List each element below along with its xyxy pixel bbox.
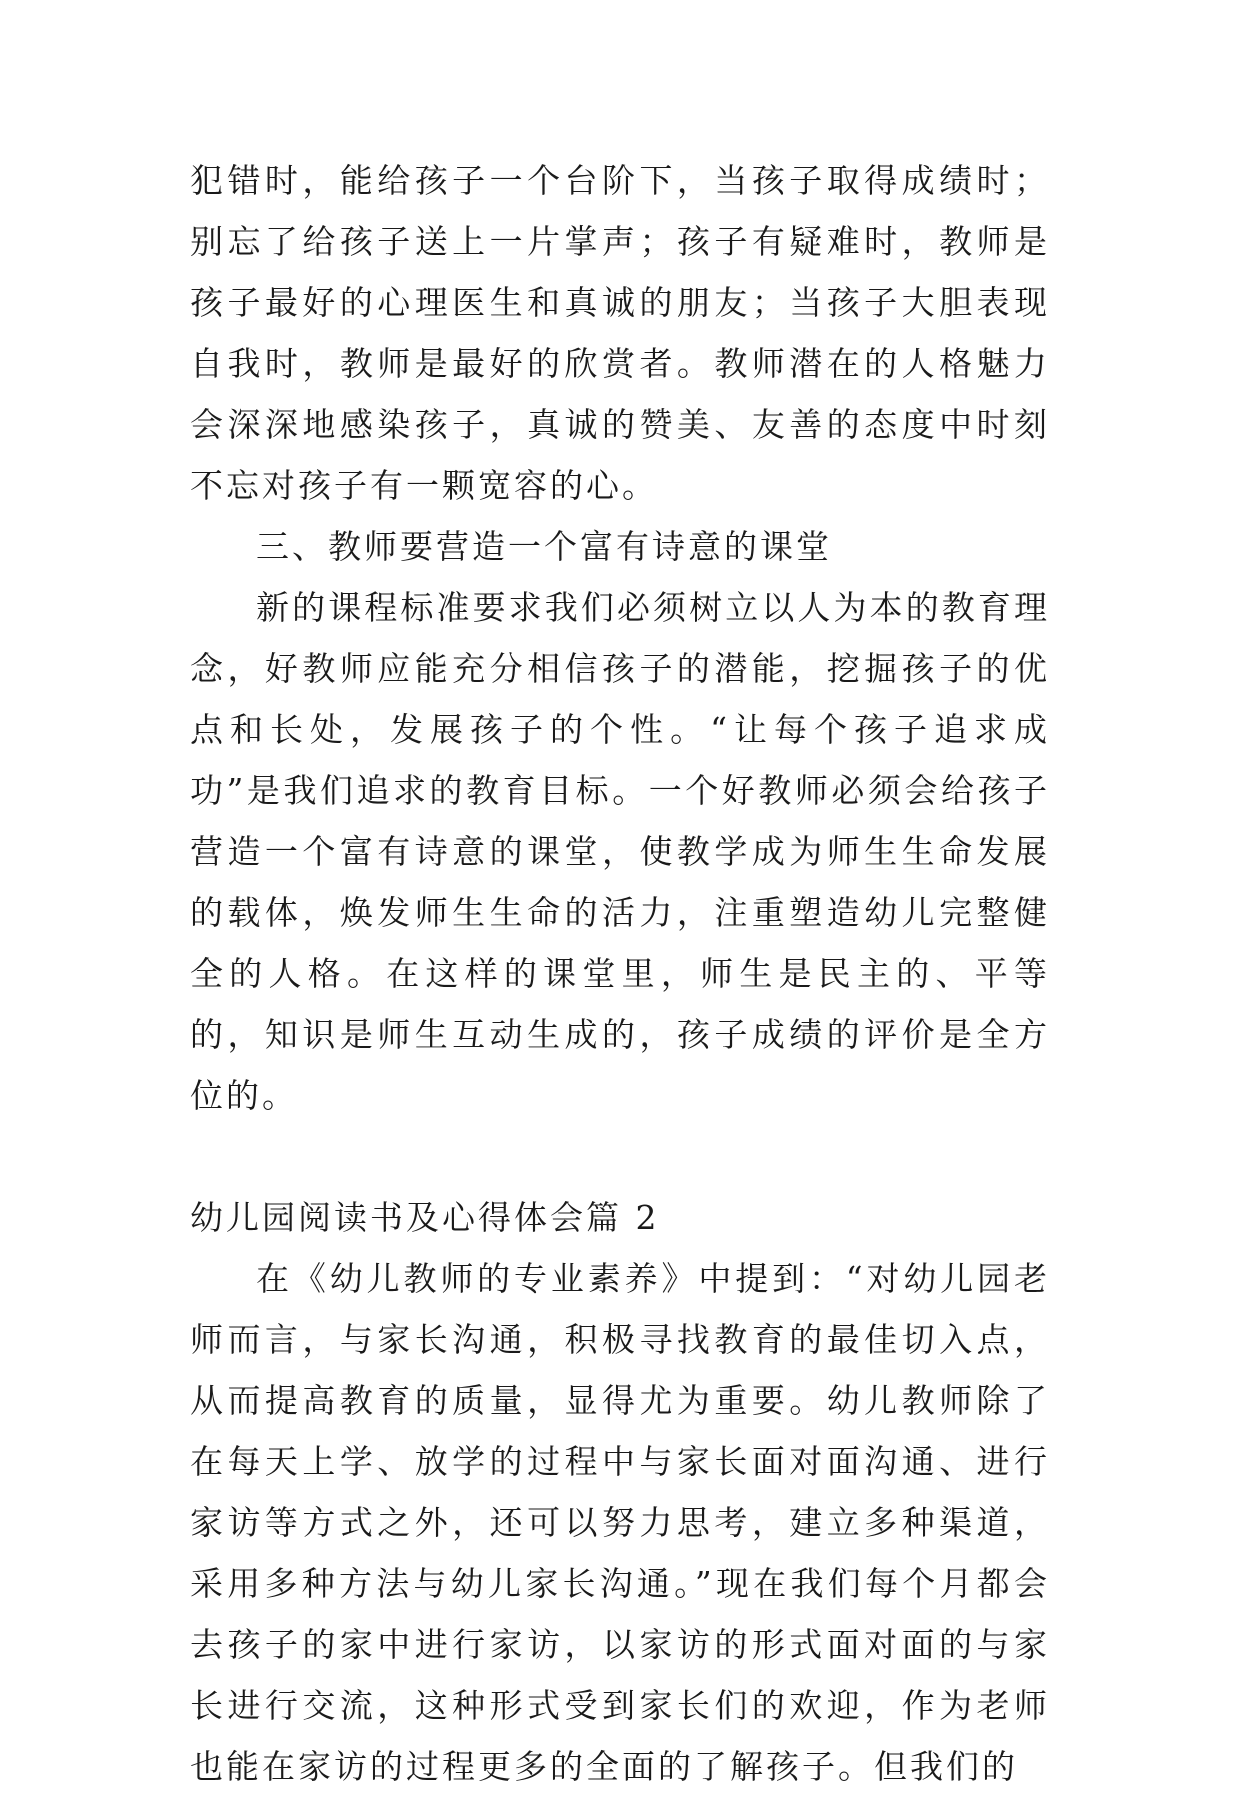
body-paragraph-three: 新的课程标准要求我们必须树立以人为本的教育理念，好教师应能充分相信孩子的潜能，挖掘孩子的优点和长处，发展孩子的个性。“让每个孩子追求成功”是我们追求的教育目标。一个好教师必须会给孩子营造一个富有诗意的课堂，使教学成为师生生命发展的载体，焕发师生生命的活力，注重塑造幼儿完整健全的人格。在这样的课堂里，师生是民主的、平等的，知识是师生互动生成的，孩子成绩的评价是全方位的。 <box>190 588 1050 1115</box>
body-paragraph-continued: 犯错时，能给孩子一个台阶下，当孩子取得成绩时；别忘了给孩子送上一片掌声；孩子有疑难时，教师是孩子最好的心理医生和真诚的朋友；当孩子大胆表现自我时，教师是最好的欣赏者。教师潜在的人格魅力会深深地感染孩子，真诚的赞美、友善的态度中时刻不忘对孩子有一颗宽容的心。 <box>190 161 1050 505</box>
body-paragraph-article-two: 在《幼儿教师的专业素养》中提到：“对幼儿园老师而言，与家长沟通，积极寻找教育的最佳切入点，从而提高教育的质量，显得尤为重要。幼儿教师除了在每天上学、放学的过程中与家长面对面沟通、进行家访等方式之外，还可以努力思考，建立多种渠道，采用多种方法与幼儿家长沟通。”现在我们每个月都会去孩子的家中进行家访，以家访的形式面对面的与家长进行交流，这种形式受到家长们的欢迎，作为老师也能在家访的过程更多的全面的了解孩子。但我们的 <box>190 1259 1050 1786</box>
section-heading-three: 三、教师要营造一个富有诗意的课堂 <box>256 527 832 566</box>
article-title: 幼儿园阅读书及心得体会篇 2 <box>190 1198 660 1237</box>
section-spacer <box>190 1126 1050 1187</box>
document-page <box>190 150 1050 1797</box>
